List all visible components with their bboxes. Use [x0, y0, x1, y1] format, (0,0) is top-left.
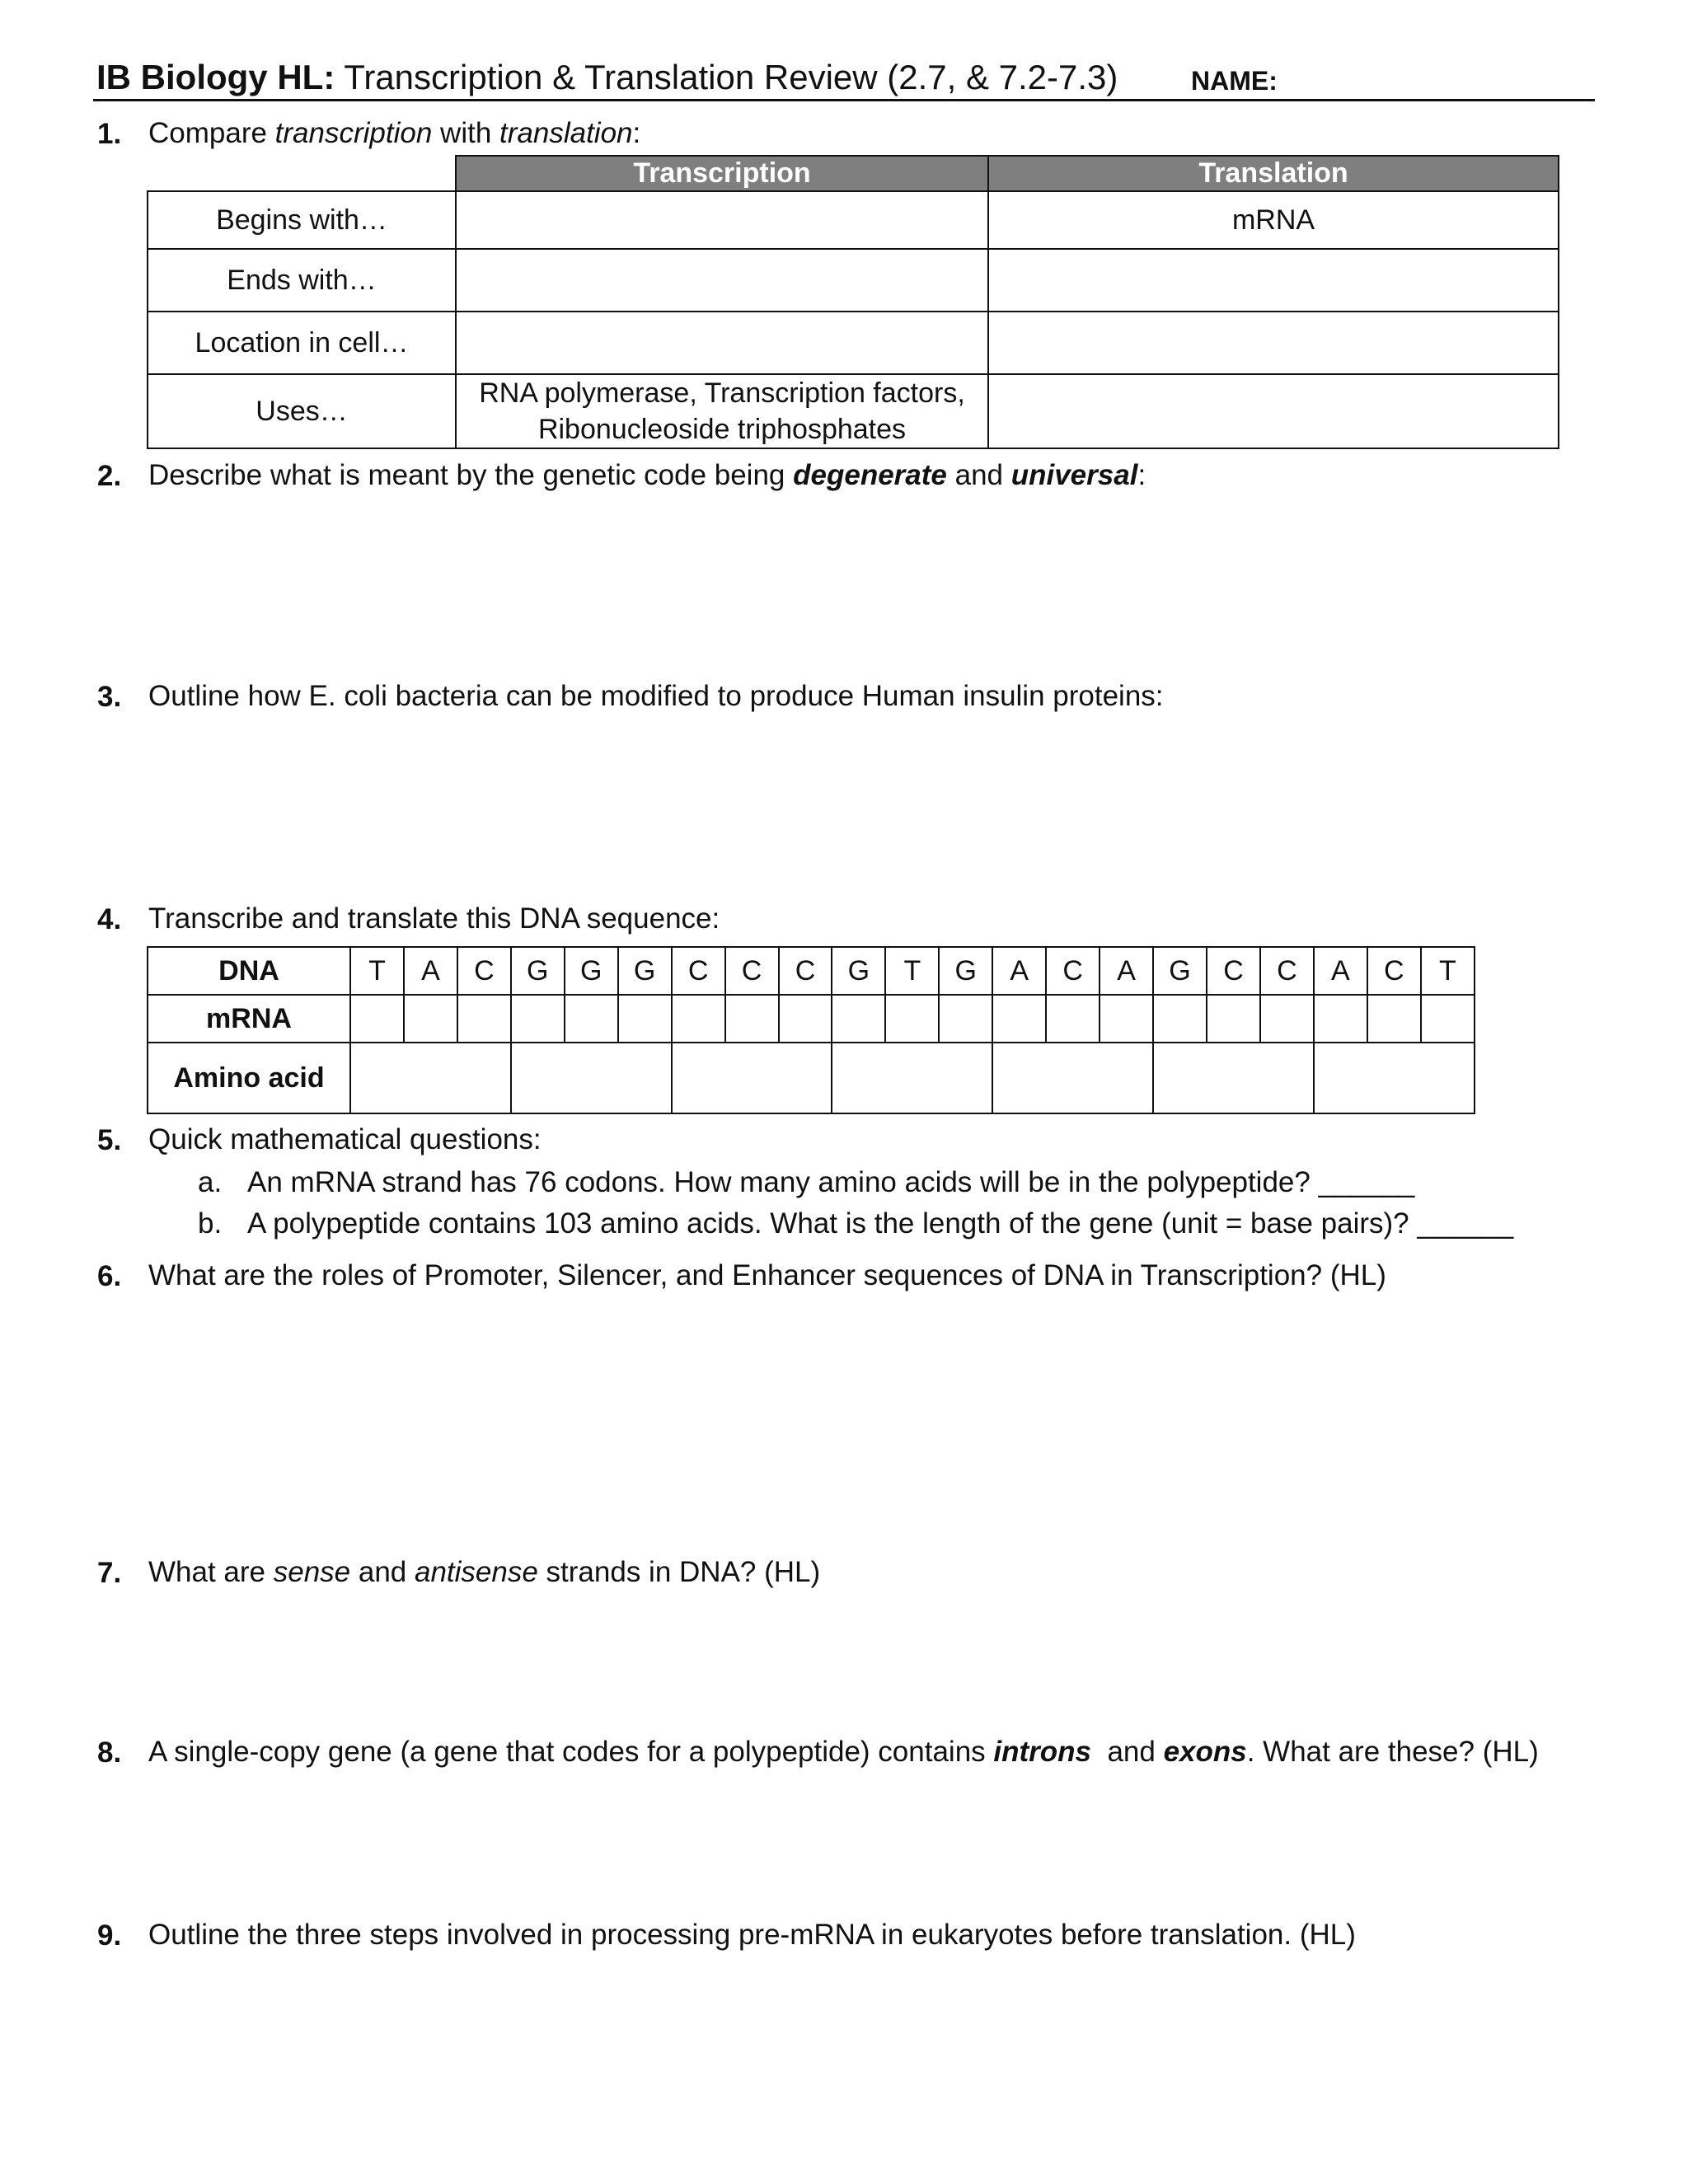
- q9-text: Outline the three steps involved in processing pre-mRNA in eukaryotes before translation. (HL): [148, 1919, 1356, 1951]
- q4-text: Transcribe and translate this DNA sequence:: [148, 902, 720, 935]
- uses-line-2: Ribonucleoside triphosphates: [537, 414, 907, 445]
- name-label: NAME:: [1191, 66, 1278, 96]
- dna-base: C: [457, 947, 511, 995]
- dna-base: T: [885, 947, 939, 995]
- row-label-amino-acid: Amino acid: [148, 1043, 350, 1113]
- q6-text: What are the roles of Promoter, Silencer, and Enhancer sequences of DNA in Transcription? (HL): [148, 1259, 1386, 1291]
- mrna-answer-cell[interactable]: [779, 995, 832, 1043]
- row-label-uses: Uses…: [148, 374, 456, 448]
- dna-base: C: [779, 947, 832, 995]
- amino-acid-answer-cell[interactable]: [511, 1043, 672, 1113]
- mrna-answer-cell[interactable]: [1421, 995, 1475, 1043]
- dna-base: A: [404, 947, 457, 995]
- mrna-answer-cell[interactable]: [565, 995, 618, 1043]
- answer-cell-transcription-location[interactable]: [456, 312, 988, 374]
- q2-text: Describe what is meant by the genetic code being degenerate and universal:: [148, 459, 1146, 491]
- amino-acid-answer-cell[interactable]: [992, 1043, 1153, 1113]
- mrna-answer-cell[interactable]: [725, 995, 779, 1043]
- q5b-text: A polypeptide contains 103 amino acids. What is the length of the gene (unit = base pairs)? ______: [247, 1207, 1514, 1240]
- row-label-dna: DNA: [148, 947, 350, 995]
- title-course: IB Biology HL:: [96, 58, 335, 96]
- mrna-answer-cell[interactable]: [885, 995, 939, 1043]
- q1-number: 1.: [97, 118, 122, 150]
- cell-transcription-uses: [456, 374, 988, 448]
- dna-base: C: [1207, 947, 1260, 995]
- dna-base: T: [1421, 947, 1475, 995]
- amino-acid-answer-cell[interactable]: [1153, 1043, 1314, 1113]
- mrna-answer-cell[interactable]: [457, 995, 511, 1043]
- col-header-transcription: Transcription: [456, 156, 988, 191]
- answer-cell-translation-ends[interactable]: [988, 249, 1559, 312]
- dna-base: A: [1100, 947, 1153, 995]
- mrna-answer-cell[interactable]: [1367, 995, 1421, 1043]
- dna-base: C: [1260, 947, 1314, 995]
- dna-base: G: [565, 947, 618, 995]
- mrna-answer-cell[interactable]: [511, 995, 565, 1043]
- mrna-answer-cell[interactable]: [939, 995, 992, 1043]
- row-label-mrna: mRNA: [148, 995, 350, 1043]
- mrna-answer-cell[interactable]: [350, 995, 404, 1043]
- q9-number: 9.: [97, 1919, 122, 1952]
- amino-acid-answer-cell[interactable]: [350, 1043, 511, 1113]
- mrna-answer-cell[interactable]: [992, 995, 1046, 1043]
- q4-number: 4.: [97, 903, 122, 935]
- q3-text: Outline how E. coli bacteria can be modified to produce Human insulin proteins:: [148, 680, 1164, 712]
- answer-cell-translation-location[interactable]: [988, 312, 1559, 374]
- mrna-answer-cell[interactable]: [1153, 995, 1207, 1043]
- col-header-translation: Translation: [988, 156, 1559, 191]
- q5-number: 5.: [97, 1124, 122, 1156]
- mrna-answer-cell[interactable]: [404, 995, 457, 1043]
- dna-base: G: [511, 947, 565, 995]
- mrna-answer-cell[interactable]: [1260, 995, 1314, 1043]
- dna-base: C: [725, 947, 779, 995]
- dna-base: G: [832, 947, 885, 995]
- dna-base: G: [618, 947, 672, 995]
- q5-text: Quick mathematical questions:: [148, 1123, 542, 1155]
- row-label-location: Location in cell…: [148, 312, 456, 374]
- dna-base: T: [350, 947, 404, 995]
- amino-acid-row: [148, 1043, 1475, 1113]
- page-title: [96, 58, 1118, 97]
- amino-acid-answer-cell[interactable]: [832, 1043, 992, 1113]
- dna-base: G: [1153, 947, 1207, 995]
- dna-sequence-table: [147, 946, 1475, 1114]
- header-rule: [93, 99, 1595, 101]
- dna-base: C: [672, 947, 725, 995]
- cell-translation-begins: mRNA: [988, 191, 1559, 249]
- mrna-answer-cell[interactable]: [1314, 995, 1367, 1043]
- q3-number: 3.: [97, 681, 122, 713]
- mrna-answer-cell[interactable]: [618, 995, 672, 1043]
- mrna-row: [148, 995, 1475, 1043]
- answer-cell-translation-uses[interactable]: [988, 374, 1559, 448]
- q8-text: A single-copy gene (a gene that codes for a polypeptide) contains introns and exons. What are these? (HL): [148, 1736, 1539, 1768]
- corner-cell: [148, 156, 456, 191]
- dna-base: A: [1314, 947, 1367, 995]
- amino-acid-answer-cell[interactable]: [672, 1043, 832, 1113]
- q2-number: 2.: [97, 460, 122, 492]
- answer-cell-transcription-ends[interactable]: [456, 249, 988, 312]
- title-topic: Transcription & Translation Review (2.7, & 7.2-7.3): [335, 58, 1118, 96]
- dna-row: [148, 947, 1475, 995]
- q1-text: Compare transcription with translation:: [148, 117, 641, 149]
- q8-number: 8.: [97, 1736, 122, 1769]
- q7-number: 7.: [97, 1557, 122, 1589]
- comparison-table: [147, 155, 1559, 449]
- mrna-answer-cell[interactable]: [1046, 995, 1100, 1043]
- mrna-answer-cell[interactable]: [1207, 995, 1260, 1043]
- mrna-answer-cell[interactable]: [672, 995, 725, 1043]
- row-label-ends: Ends with…: [148, 249, 456, 312]
- q5a-label: a.: [198, 1166, 223, 1198]
- amino-acid-answer-cell[interactable]: [1314, 1043, 1475, 1113]
- dna-base: C: [1046, 947, 1100, 995]
- q7-text: What are sense and antisense strands in DNA? (HL): [148, 1556, 821, 1588]
- uses-line-1: RNA polymerase, Transcription factors,: [479, 377, 965, 409]
- q6-number: 6.: [97, 1260, 122, 1292]
- dna-base: C: [1367, 947, 1421, 995]
- mrna-answer-cell[interactable]: [1100, 995, 1153, 1043]
- q5b-label: b.: [198, 1207, 223, 1240]
- answer-cell-transcription-begins[interactable]: [456, 191, 988, 249]
- dna-base: G: [939, 947, 992, 995]
- row-label-begins: Begins with…: [148, 191, 456, 249]
- mrna-answer-cell[interactable]: [832, 995, 885, 1043]
- q5a-text: An mRNA strand has 76 codons. How many amino acids will be in the polypeptide? ______: [247, 1166, 1415, 1198]
- dna-base: A: [992, 947, 1046, 995]
